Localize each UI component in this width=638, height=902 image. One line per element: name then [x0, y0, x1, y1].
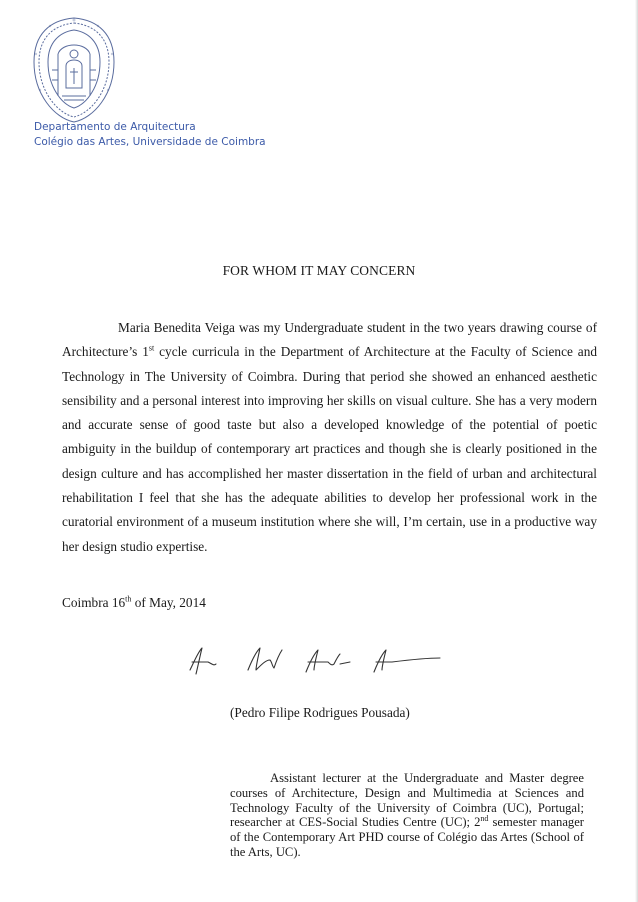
place-and-date [62, 595, 206, 611]
place-date-prefix: Coimbra 16 [62, 595, 126, 610]
letter-body-part2: cycle curricula in the Department of Architecture at the Faculty of Science and Technology in The University of Coimbra. During that period she showed an enhanced aesthetic sensibility and a personal interest into improving her skills on visual culture. She has a very modern and accurate sense of good taste but also a developed knowledge of the potential of poetic ambiguity in the buildup of contemporary art practices and though she is clearly positioned in the design culture and has accomplished her master dissertation in the field of urban and architectural rehabilitation I feel that she has the adequate abilities to develop her professional work in the curatorial environment of a museum institution where she will, I’m certain, use in a productive way her design studio expertise. [62, 344, 597, 554]
credentials-part1: Assistant lecturer at the Undergraduate and Master degree courses of Architecture, Design and Multimedia at Sciences and Technology Faculty of the University of Coimbra (UC), Portugal; researcher at CES-Social Studies Centre (UC); 2 [230, 771, 584, 830]
university-seal-icon [28, 14, 120, 126]
signatory-name: (Pedro Filipe Rodrigues Pousada) [230, 705, 410, 720]
department-header [34, 120, 266, 150]
department-name: Departamento de Arquitectura [34, 121, 196, 133]
signatory-credentials [230, 771, 584, 860]
credentials-part2: semester manager of the Contemporary Art PHD course of Colégio das Artes (School of the Arts, UC). [230, 815, 584, 859]
letter-body [62, 316, 597, 559]
place-date-suffix: of May, 2014 [131, 595, 206, 610]
handwritten-signature [178, 640, 448, 680]
credentials-superscript: nd [480, 814, 489, 824]
letter-body-superscript: st [148, 343, 155, 353]
letter-heading: FOR WHOM IT MAY CONCERN [222, 263, 416, 278]
letter-body-part1: Maria Benedita Veiga was my Undergraduate student in the two years drawing course of Architecture’s 1 [62, 320, 597, 360]
college-name: Colégio das Artes, Universidade de Coimbra [34, 136, 266, 148]
place-date-superscript: th [125, 594, 132, 604]
